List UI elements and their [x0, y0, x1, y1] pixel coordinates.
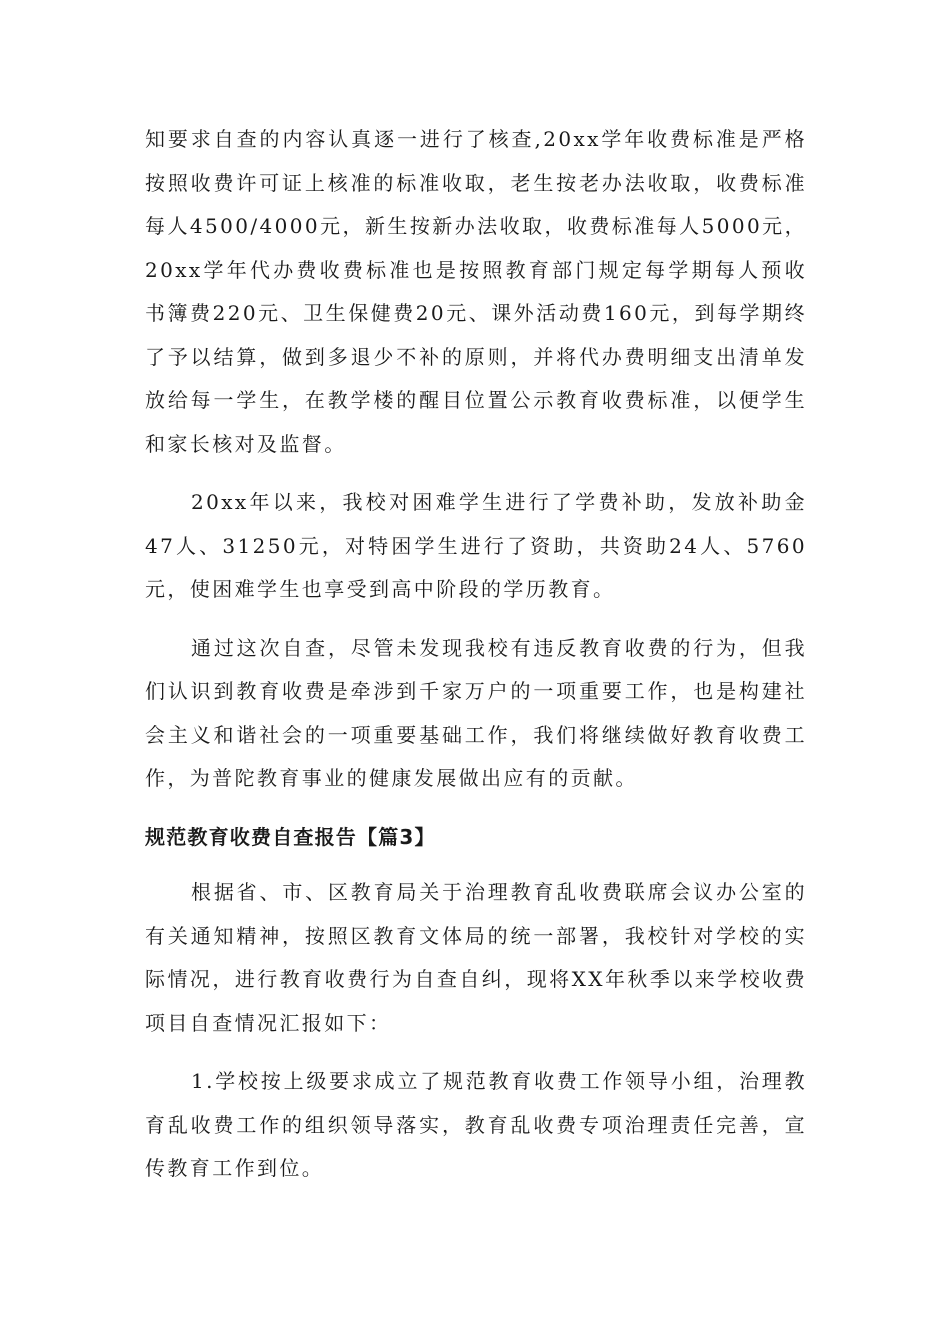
paragraph-fee-standards: 知要求自查的内容认真逐一进行了核查,20xx学年收费标准是严格按照收费许可证上核准的标准收取，老生按老办法收取，收费标准每人4500/4000元，新生按新办法收取，收费标准每人5000元，20xx学年代办费收费标准也是按照教育部门规定每学期每人预收书簿费220元、卫生保健费20元、课外活动费160元，到每学期终了予以结算，做到多退少不补的原则，并将代办费明细支出清单发放给每一学生，在教学楼的醒目位置公示教育收费标准，以便学生和家长核对及监督。	[145, 127, 807, 456]
paragraph-item-1: 1.学校按上级要求成立了规范教育收费工作领导小组，治理教育乱收费工作的组织领导落实，教育乱收费专项治理责任完善，宣传教育工作到位。	[145, 1069, 807, 1180]
paragraph-section-intro: 根据省、市、区教育局关于治理教育乱收费联席会议办公室的有关通知精神，按照区教育文体局的统一部署，我校针对学校的实际情况，进行教育收费行为自查自纠，现将XX年秋季以来学校收费项目自查情况汇报如下：	[145, 880, 807, 1035]
section-heading: 规范教育收费自查报告【篇3】	[145, 824, 436, 849]
paragraph-conclusion: 通过这次自查，尽管未发现我校有违反教育收费的行为，但我们认识到教育收费是牵涉到千家万户的一项重要工作，也是构建社会主义和谐社会的一项重要基础工作，我们将继续做好教育收费工作，为普陀教育事业的健康发展做出应有的贡献。	[145, 635, 807, 790]
paragraph-student-aid: 20xx年以来，我校对困难学生进行了学费补助，发放补助金47人、31250元，对特困学生进行了资助，共资助24人、5760元，使困难学生也享受到高中阶段的学历教育。	[145, 490, 807, 601]
document-body	[145, 118, 807, 1206]
